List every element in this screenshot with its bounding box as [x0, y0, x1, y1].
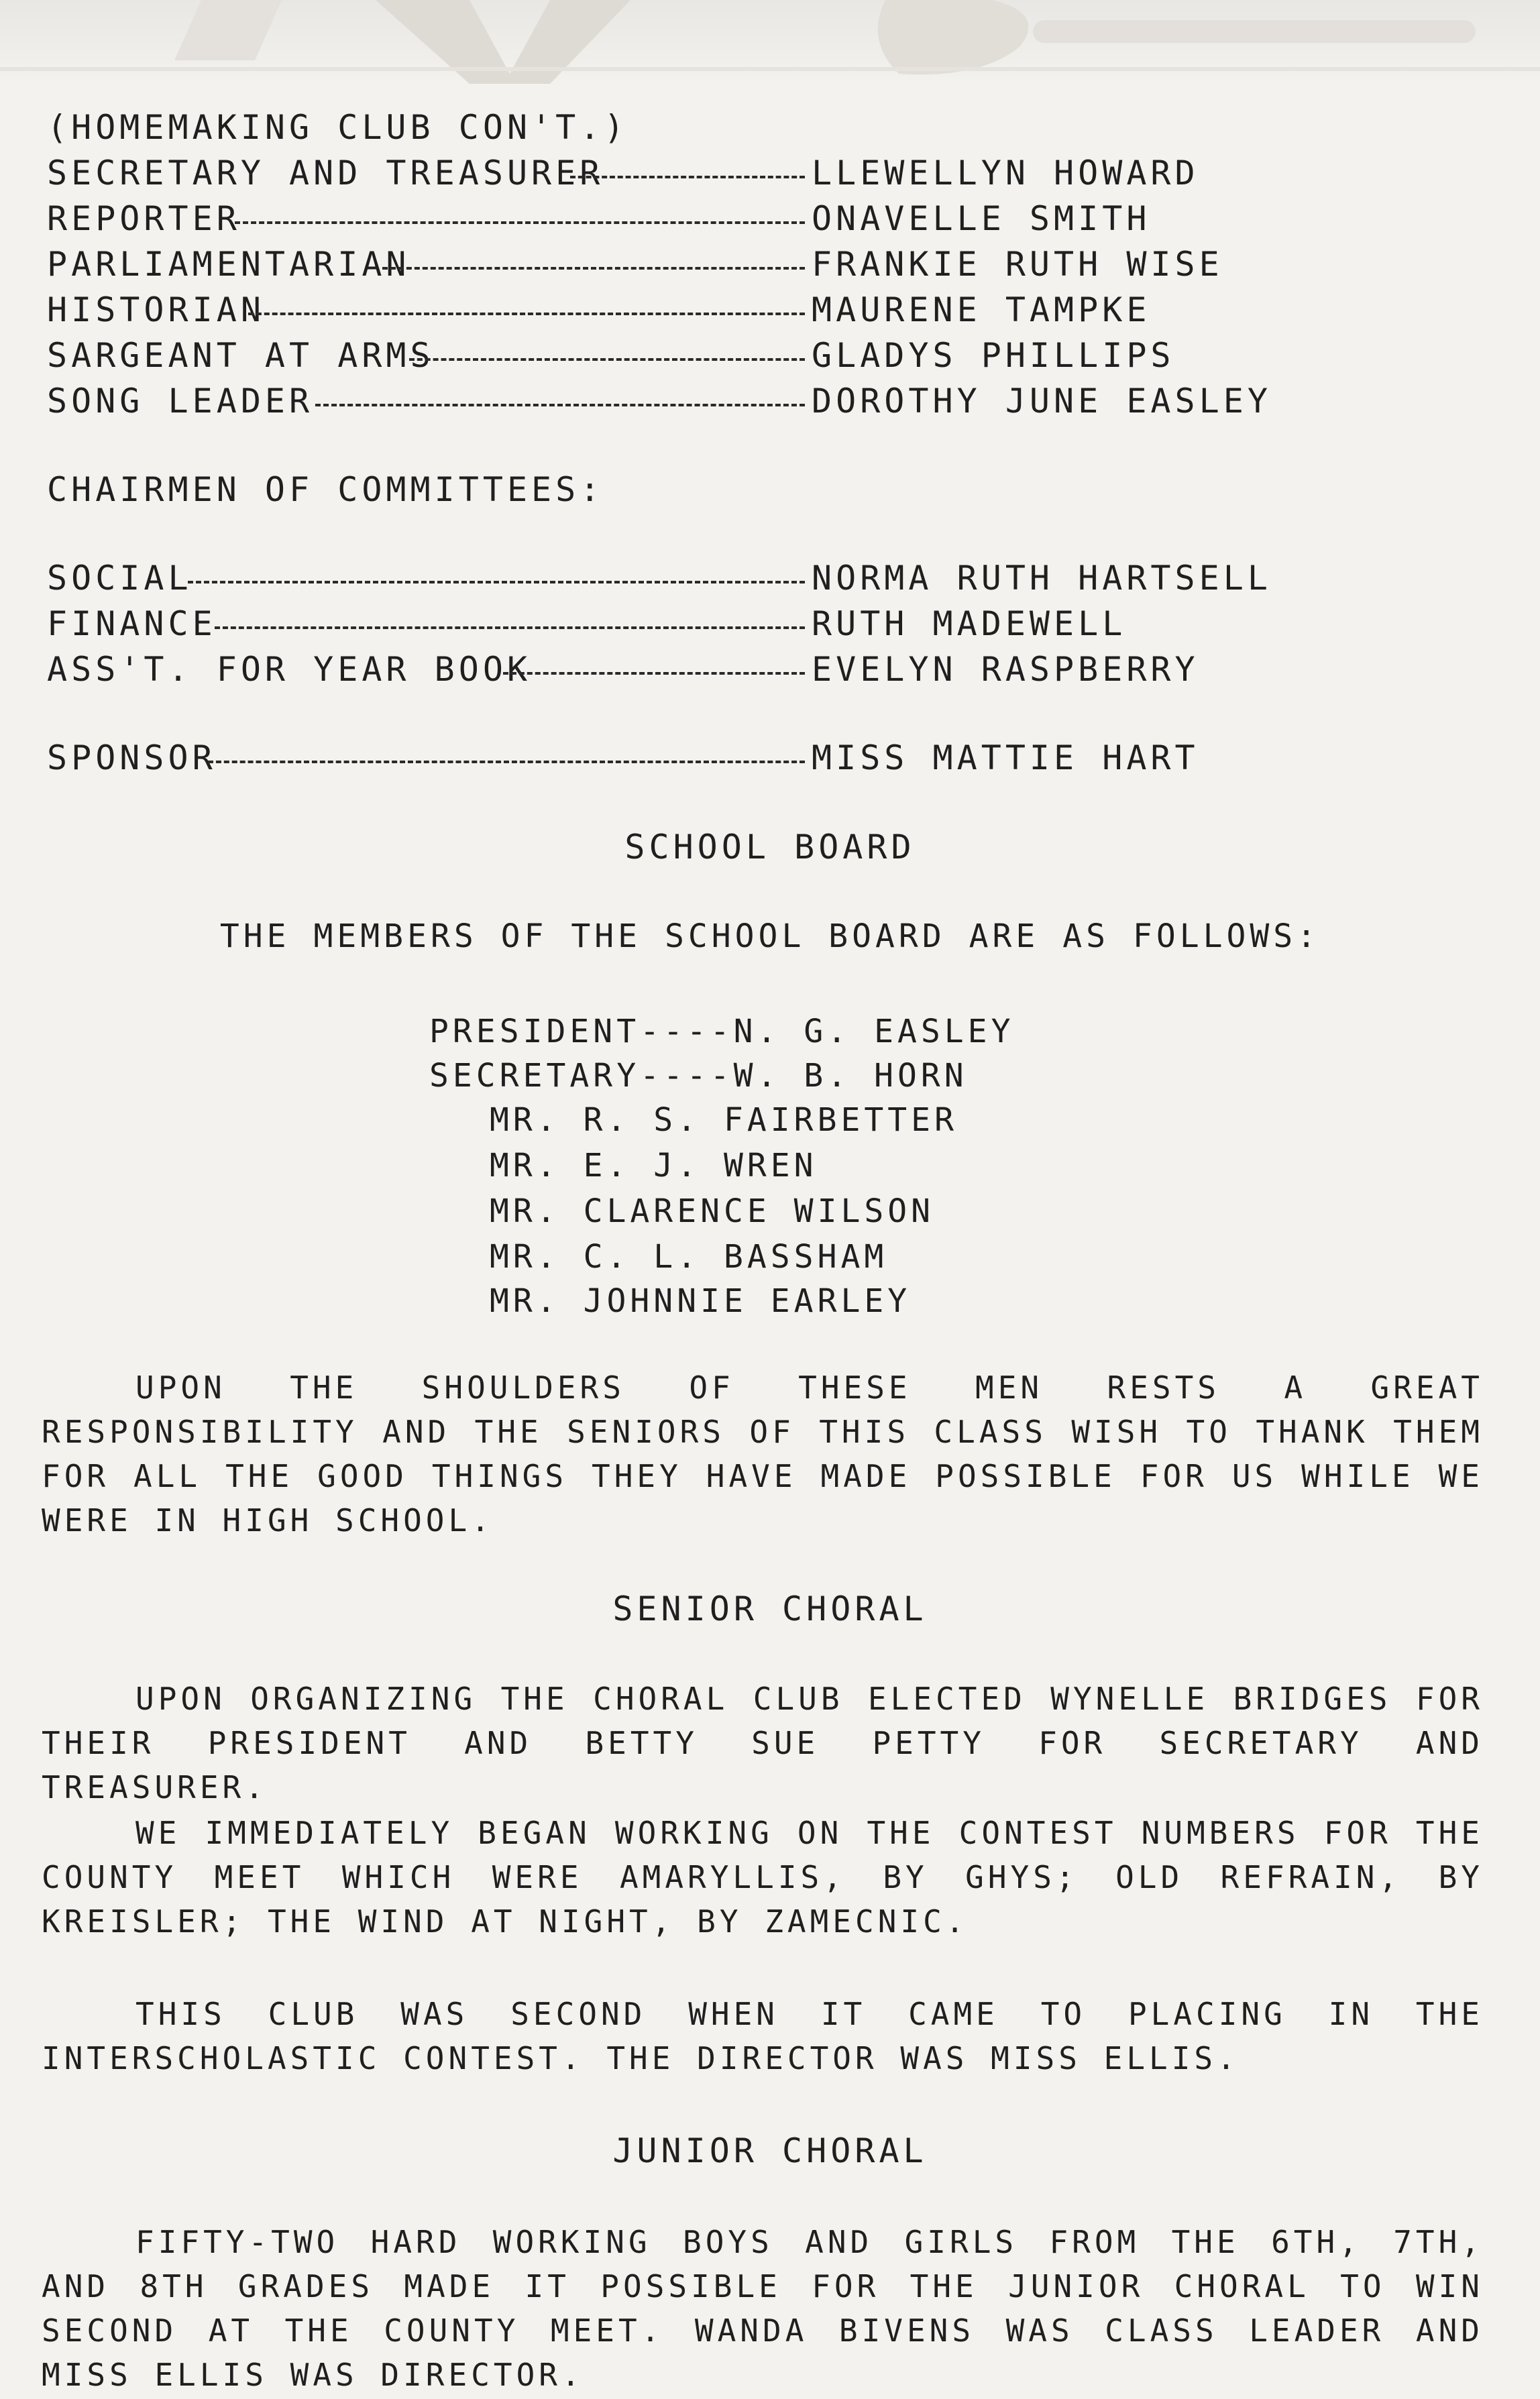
officer-title: REPORTER: [47, 199, 241, 238]
officer-name: LLEWELLYN HOWARD: [812, 154, 1199, 192]
header-ornament-icon: [0, 0, 1540, 86]
officer-name: ONAVELLE SMITH: [812, 199, 1151, 238]
officer-name: DOROTHY JUNE EASLEY: [812, 382, 1272, 421]
board-thanks-paragraph: UPON THE SHOULDERS OF THESE MEN RESTS A GREAT RESPONSIBILITY AND THE SENIORS OF THIS CLASS WISH TO THANK THEM FOR ALL THE GOOD THINGS THEY HAVE MADE POSSIBLE FOR US WHILE WE WERE IN HIGH SCHOOL.: [42, 1370, 1484, 1539]
leader-line: [215, 626, 805, 629]
board-member: MR. R. S. FAIRBETTER: [490, 1101, 958, 1139]
leader-line: [208, 761, 805, 763]
leader-line: [248, 313, 805, 315]
leader-line: [503, 672, 805, 675]
board-member: MR. JOHNNIE EARLEY: [490, 1282, 912, 1320]
leader-line: [315, 404, 805, 406]
school-board-heading: SCHOOL BOARD: [624, 828, 916, 867]
senior-choral-paragraph-1: UPON ORGANIZING THE CHORAL CLUB ELECTED WYNELLE BRIDGES FOR THEIR PRESIDENT AND BETTY SUE PETTY FOR SECRETARY AND TREASURER.: [42, 1681, 1484, 1805]
leader-line: [235, 221, 805, 224]
officer-title: HISTORIAN: [47, 290, 265, 329]
officer-title: SECRETARY AND TREASURER: [47, 154, 604, 192]
sponsor-name: MISS MATTIE HART: [812, 738, 1199, 777]
committee-name: EVELYN RASPBERRY: [812, 650, 1199, 689]
board-member: MR. C. L. BASSHAM: [490, 1238, 888, 1276]
board-secretary: SECRETARY----W. B. HORN: [429, 1057, 968, 1095]
decorative-header-band: [0, 0, 1540, 86]
sponsor-title: SPONSOR: [47, 738, 217, 777]
leader-line: [382, 267, 805, 270]
officer-title: SONG LEADER: [47, 382, 314, 421]
committee-title: ASS'T. FOR YEAR BOOK: [47, 650, 532, 689]
board-member: MR. CLARENCE WILSON: [490, 1192, 935, 1230]
senior-choral-paragraph-2: WE IMMEDIATELY BEGAN WORKING ON THE CONTEST NUMBERS FOR THE COUNTY MEET WHICH WERE AMARYLLIS, BY GHYS; OLD REFRAIN, BY KREISLER; THE WIND AT NIGHT, BY ZAMECNIC.: [42, 1815, 1484, 1940]
senior-choral-paragraph-3: THIS CLUB WAS SECOND WHEN IT CAME TO PLACING IN THE INTERSCHOLASTIC CONTEST. THE DIRECTOR WAS MISS ELLIS.: [42, 1996, 1484, 2076]
school-board-intro: THE MEMBERS OF THE SCHOOL BOARD ARE AS FOLLOWS:: [219, 917, 1321, 955]
committee-title: FINANCE: [47, 604, 217, 643]
officer-title: PARLIAMENTARIAN: [47, 245, 410, 284]
leader-line: [409, 358, 805, 361]
junior-choral-heading: JUNIOR CHORAL: [612, 2131, 928, 2170]
officer-name: MAURENE TAMPKE: [812, 290, 1151, 329]
board-president: PRESIDENT----N. G. EASLEY: [429, 1013, 1015, 1050]
committee-name: RUTH MADEWELL: [812, 604, 1127, 643]
board-member: MR. E. J. WREN: [490, 1147, 818, 1184]
leader-line: [188, 581, 805, 583]
officer-name: GLADYS PHILLIPS: [812, 336, 1175, 375]
committee-name: NORMA RUTH HARTSELL: [812, 559, 1272, 598]
senior-choral-heading: SENIOR CHORAL: [612, 1589, 928, 1628]
leader-line: [570, 176, 805, 178]
committee-title: SOCIAL: [47, 559, 192, 598]
officer-name: FRANKIE RUTH WISE: [812, 245, 1223, 284]
junior-choral-paragraph: FIFTY-TWO HARD WORKING BOYS AND GIRLS FROM THE 6TH, 7TH, AND 8TH GRADES MADE IT POSSIBLE FOR THE JUNIOR CHORAL TO WIN SECOND AT THE COUNTY MEET. WANDA BIVENS WAS CLASS LEADER AND MISS ELLIS WAS DIRECTOR.: [42, 2224, 1484, 2393]
officer-title: SARGEANT AT ARMS: [47, 336, 435, 375]
